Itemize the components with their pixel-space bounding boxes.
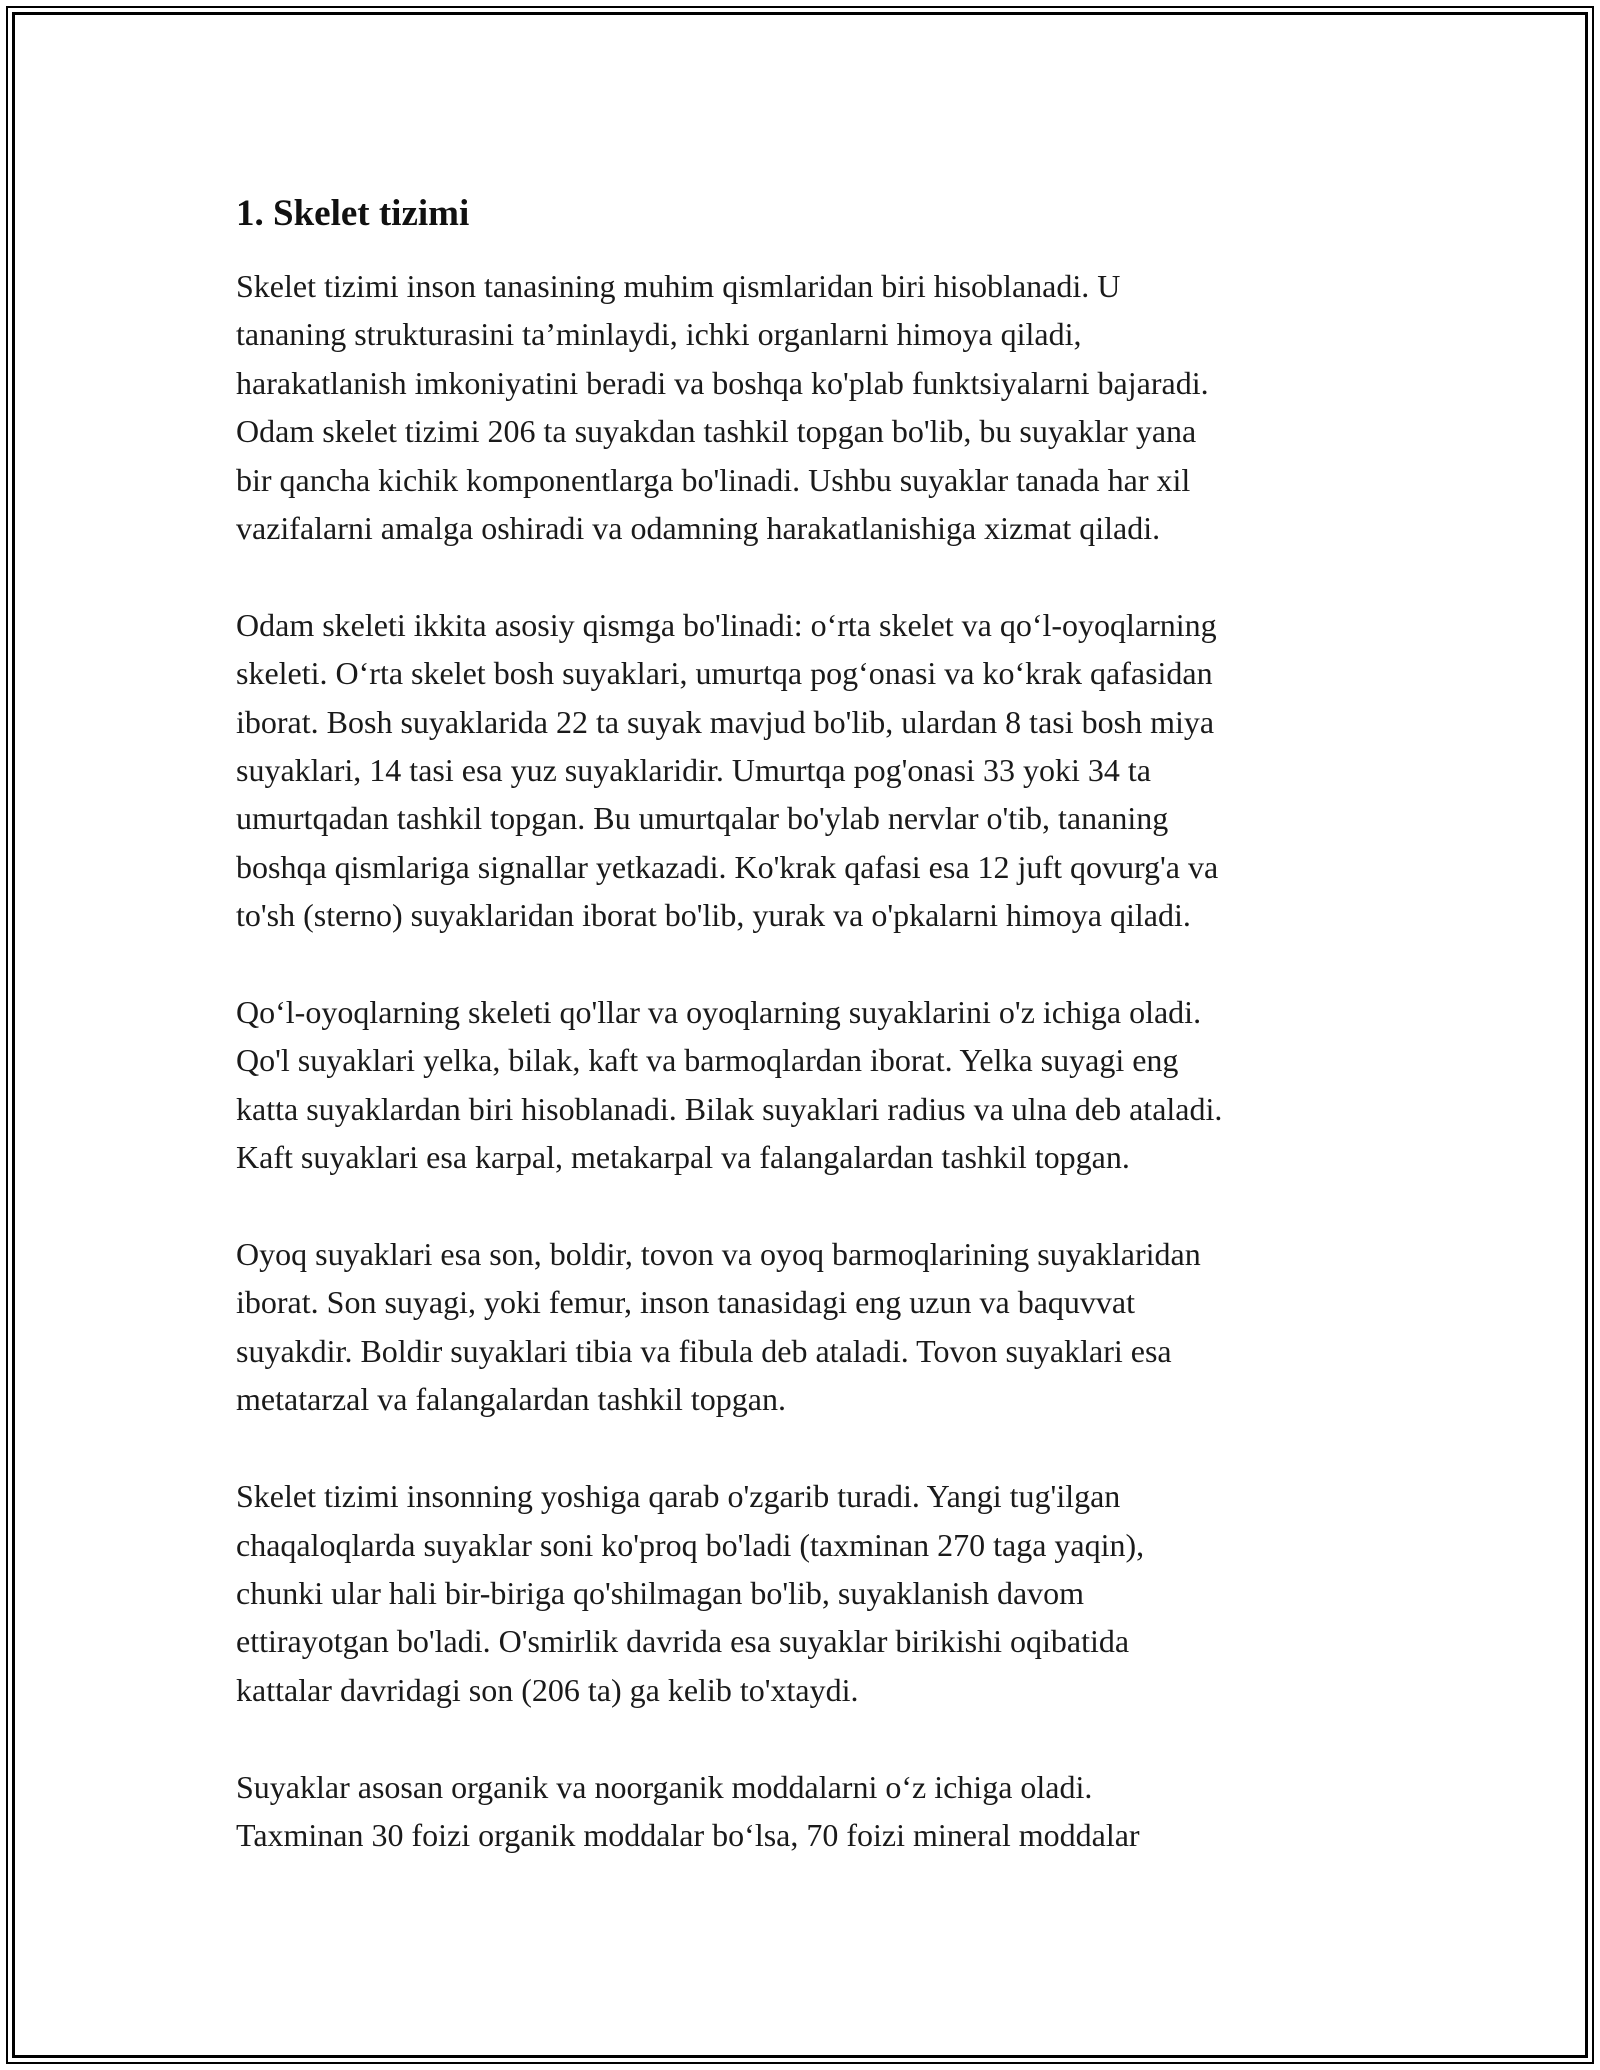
paragraph-upper-limbs: Qo‘l-oyoqlarning skeleti qo'llar va oyoqlarning suyaklarini o'z ichiga oladi. Qo'l suyaklari yelka, bilak, kaft va barmoqlardan iborat. Yelka suyagi eng katta suyaklardan biri hisoblanadi. Bilak suyaklari radius va ulna deb ataladi. Kaft suyaklari esa karpal, metakarpal va falangalardan tashkil topgan. (236, 994, 1223, 1176)
document-body (236, 190, 1386, 1859)
paragraph-composition: Suyaklar asosan organik va noorganik moddalarni o‘z ichiga oladi. Taxminan 30 foizi organik moddalar bo‘lsa, 70 foizi mineral moddalar (236, 1768, 1140, 1853)
paragraph-lower-limbs: Oyoq suyaklari esa son, boldir, tovon va oyoq barmoqlarining suyaklaridan iborat. Son suyagi, yoki femur, inson tanasidagi eng uzun va baquvvat suyakdir. Boldir suyaklari tibia va fibula deb ataladi. Tovon suyaklari esa metatarzal va falangalardan tashkil topgan. (236, 1236, 1201, 1418)
paragraph-age-changes: Skelet tizimi insonning yoshiga qarab o'zgarib turadi. Yangi tug'ilgan chaqaloqlarda suyaklar soni ko'proq bo'ladi (taxminan 270 taga yaqin), chunki ular hali bir-biriga qo'shilmagan bo'lib, suyaklanish davom ettirayotgan bo'ladi. O'smirlik davrida esa suyaklar birikishi oqibatida kattalar davridagi son (206 ta) ga kelib to'xtaydi. (236, 1478, 1145, 1708)
paragraph-axial-skeleton: Odam skeleti ikkita asosiy qismga bo'linadi: o‘rta skelet va qo‘l-oyoqlarning skeleti. O‘rta skelet bosh suyaklari, umurtqa pog‘onasi va ko‘krak qafasidan iborat. Bosh suyaklarida 22 ta suyak mavjud bo'lib, ulardan 8 tasi bosh miya suyaklari, 14 tasi esa yuz suyaklaridir. Umurtqa pog'onasi 33 yoki 34 ta umurtqadan tashkil topgan. Bu umurtqalar bo'ylab nervlar o'tib, tananing boshqa qismlariga signallar yetkazadi. Ko'krak qafasi esa 12 juft qovurg'a va to'sh (sterno) suyaklaridan iborat bo'lib, yurak va o'pkalarni himoya qiladi. (236, 606, 1219, 934)
paragraph-intro: Skelet tizimi inson tanasining muhim qismlaridan biri hisoblanadi. U tananing strukturasini ta’minlaydi, ichki organlarni himoya qiladi, harakatlanish imkoniyatini beradi va boshqa ko'plab funktsiyalarni bajaradi. Odam skelet tizimi 206 ta suyakdan tashkil topgan bo'lib, bu suyaklar yana bir qancha kichik komponentlarga bo'linadi. Ushbu suyaklar tanada har xil vazifalarni amalga oshiradi va odamning harakatlanishiga xizmat qiladi. (236, 268, 1209, 547)
section-heading: 1. Skelet tizimi (236, 193, 470, 234)
